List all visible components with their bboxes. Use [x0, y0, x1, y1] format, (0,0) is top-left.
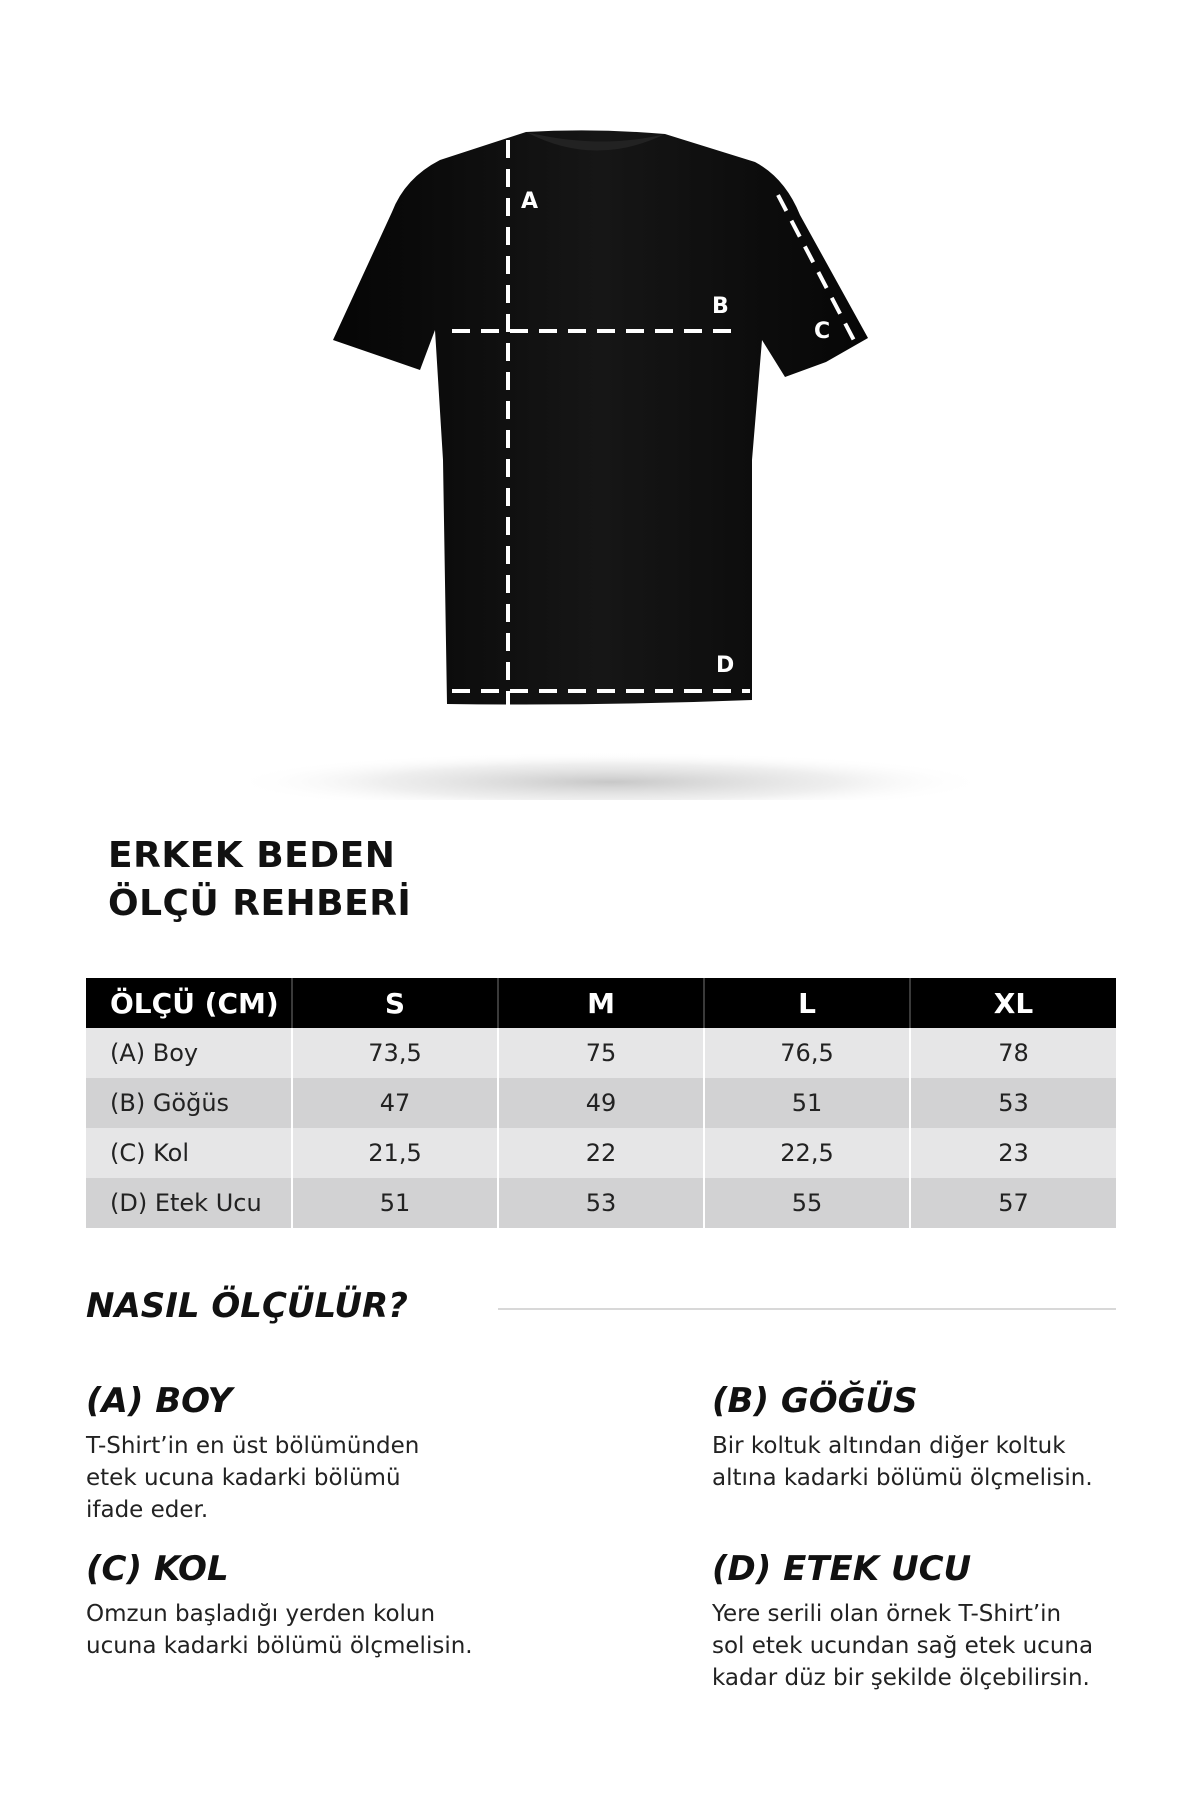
shirt-shadow [230, 752, 990, 800]
table-cell: 47 [292, 1078, 498, 1128]
table-cell: 55 [704, 1178, 910, 1228]
header-olcu: ÖLÇÜ (CM) [86, 978, 292, 1028]
table-cell: 75 [498, 1028, 704, 1078]
table-cell: 53 [910, 1078, 1116, 1128]
howto-heading: (B) GÖĞÜS [712, 1381, 918, 1421]
howto-item-boy [86, 1380, 526, 1526]
guide-title [108, 832, 411, 928]
table-cell: 73,5 [292, 1028, 498, 1078]
row-label: (C) Kol [86, 1128, 292, 1178]
table-cell: 22 [498, 1128, 704, 1178]
howto-text: Omzun başladığı yerden kolun ucuna kadarki bölümü ölçmelisin. [86, 1601, 473, 1659]
table-cell: 78 [910, 1028, 1116, 1078]
header-l: L [704, 978, 910, 1028]
table-cell: 51 [292, 1178, 498, 1228]
table-cell: 23 [910, 1128, 1116, 1178]
table-cell: 53 [498, 1178, 704, 1228]
howto-item-gogus [712, 1380, 1152, 1494]
table-row [86, 1028, 1116, 1078]
howto-text: Bir koltuk altından diğer koltuk altına kadarki bölümü ölçmelisin. [712, 1433, 1093, 1491]
table-cell: 21,5 [292, 1128, 498, 1178]
row-label: (D) Etek Ucu [86, 1178, 292, 1228]
howto-item-kol [86, 1548, 526, 1662]
table-cell: 22,5 [704, 1128, 910, 1178]
header-s: S [292, 978, 498, 1028]
row-label: (A) Boy [86, 1028, 292, 1078]
guide-title-line2: ÖLÇÜ REHBERİ [108, 883, 412, 924]
table-header-row [86, 978, 1116, 1028]
table-cell: 57 [910, 1178, 1116, 1228]
table-cell: 49 [498, 1078, 704, 1128]
guide-title-line1: ERKEK BEDEN [108, 835, 396, 876]
table-row [86, 1078, 1116, 1128]
howto-item-etek-ucu [712, 1548, 1152, 1694]
label-b: B [712, 294, 729, 319]
howto-title: NASIL ÖLÇÜLÜR? [86, 1286, 408, 1326]
header-xl: XL [910, 978, 1116, 1028]
howto-divider [498, 1308, 1116, 1310]
label-a: A [521, 189, 539, 214]
tshirt-body [333, 130, 868, 704]
table-cell: 51 [704, 1078, 910, 1128]
table-row [86, 1178, 1116, 1228]
size-table [86, 978, 1116, 1228]
table-row [86, 1128, 1116, 1178]
howto-heading: (A) BOY [86, 1381, 233, 1421]
tshirt-measurement-figure [0, 0, 1200, 800]
howto-heading: (C) KOL [86, 1549, 229, 1589]
label-c: C [814, 319, 831, 344]
table-cell: 76,5 [704, 1028, 910, 1078]
row-label: (B) Göğüs [86, 1078, 292, 1128]
howto-text: T-Shirt’in en üst bölümünden etek ucuna kadarki bölümü ifade eder. [86, 1433, 420, 1523]
header-m: M [498, 978, 704, 1028]
howto-heading: (D) ETEK UCU [712, 1549, 972, 1589]
label-d: D [716, 653, 735, 678]
howto-text: Yere serili olan örnek T-Shirt’in sol etek ucundan sağ etek ucuna kadar düz bir şekilde ölçebilirsin. [712, 1601, 1094, 1691]
